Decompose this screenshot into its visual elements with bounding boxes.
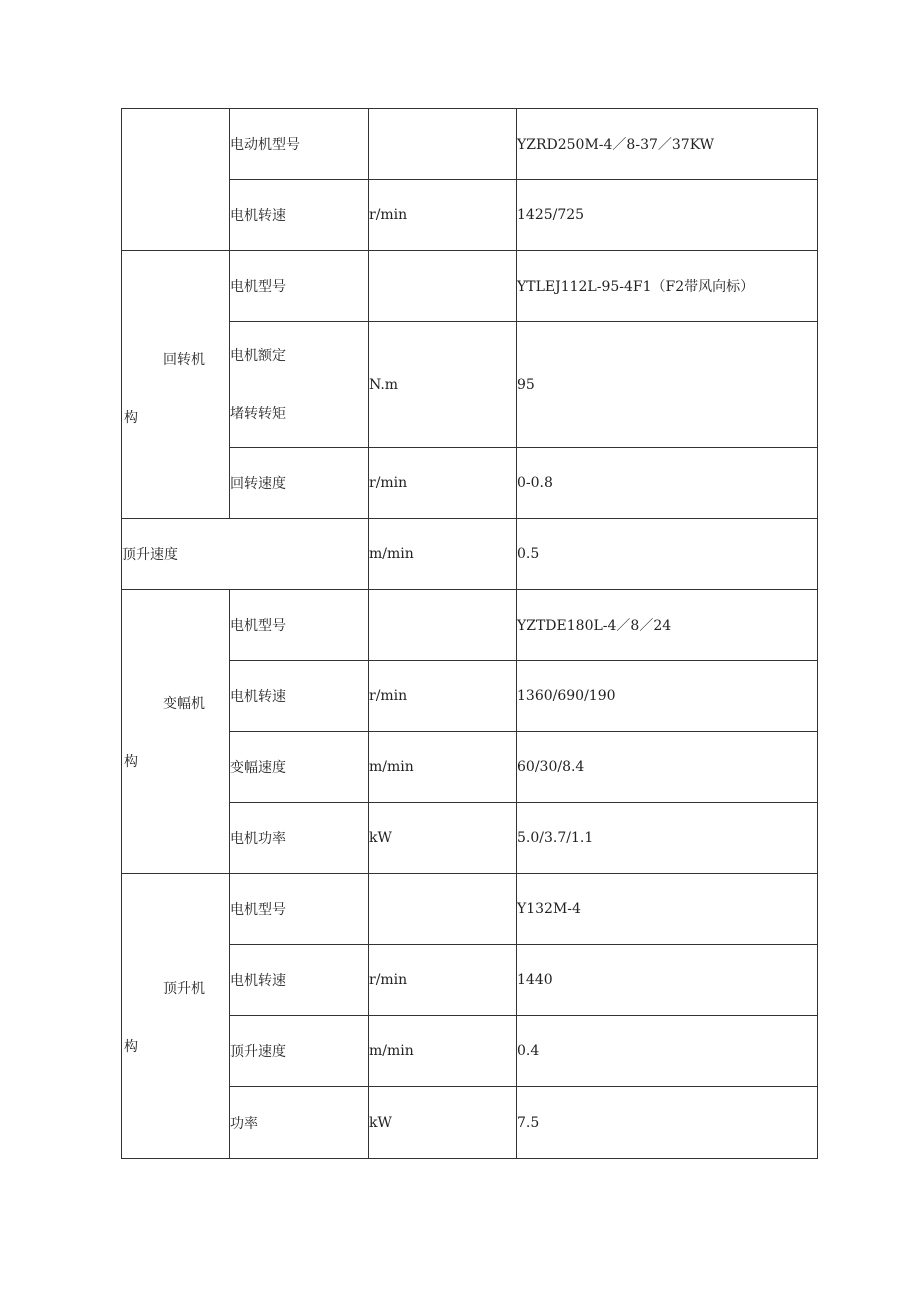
section-label-line1: 变幅机: [163, 696, 205, 712]
section-label-line1: 回转机: [163, 352, 205, 368]
unit-cell: m/min: [369, 732, 517, 803]
value-cell: 1425/725: [517, 180, 818, 251]
value-cell: YTLEJ112L-95-4F1（F2带风向标）: [517, 251, 818, 322]
item-cell: 顶升速度: [230, 1016, 369, 1087]
item-cell: 电机型号: [230, 590, 369, 661]
item-cell: 功率: [230, 1087, 369, 1159]
value-cell: 5.0/3.7/1.1: [517, 803, 818, 874]
item-cell: 顶升速度: [122, 519, 369, 590]
value-cell: 7.5: [517, 1087, 818, 1159]
value-cell: 60/30/8.4: [517, 732, 818, 803]
section-cell-slewing: [122, 251, 230, 519]
unit-cell: r/min: [369, 945, 517, 1016]
value-cell: 0.5: [517, 519, 818, 590]
item-cell: 电动机型号: [230, 109, 369, 180]
item-cell: 电机转速: [230, 661, 369, 732]
unit-cell: m/min: [369, 1016, 517, 1087]
value-cell: 1440: [517, 945, 818, 1016]
item-cell: 电机转速: [230, 945, 369, 1016]
item-cell: 电机型号: [230, 874, 369, 945]
item-cell: 回转速度: [230, 448, 369, 519]
item-line1: 电机额定: [230, 347, 286, 364]
unit-cell: m/min: [369, 519, 517, 590]
table-row: [122, 874, 818, 945]
item-cell: 电机转速: [230, 180, 369, 251]
item-cell: [230, 322, 369, 448]
section-label-line2: 构: [124, 754, 138, 770]
value-cell: 0.4: [517, 1016, 818, 1087]
unit-cell: kW: [369, 1087, 517, 1159]
section-cell-climbing: [122, 874, 230, 1159]
value-cell: 95: [517, 322, 818, 448]
value-cell: YZRD250M-4／8-37／37KW: [517, 109, 818, 180]
item-cell: 电机型号: [230, 251, 369, 322]
unit-cell: [369, 109, 517, 180]
section-label-line1: 顶升机: [163, 981, 205, 997]
section-label-line2: 构: [124, 410, 138, 426]
unit-cell: r/min: [369, 180, 517, 251]
value-cell: 0-0.8: [517, 448, 818, 519]
table-row: [122, 251, 818, 322]
unit-cell: r/min: [369, 448, 517, 519]
table-row: [122, 519, 818, 590]
table-row: [122, 590, 818, 661]
section-label-line2: 构: [124, 1039, 138, 1055]
value-cell: 1360/690/190: [517, 661, 818, 732]
spec-table: [121, 108, 818, 1159]
unit-cell: kW: [369, 803, 517, 874]
item-cell: 变幅速度: [230, 732, 369, 803]
value-cell: YZTDE180L-4／8／24: [517, 590, 818, 661]
item-cell: 电机功率: [230, 803, 369, 874]
value-cell: Y132M-4: [517, 874, 818, 945]
unit-cell: N.m: [369, 322, 517, 448]
section-cell-luffing: [122, 590, 230, 874]
unit-cell: [369, 590, 517, 661]
unit-cell: [369, 251, 517, 322]
unit-cell: [369, 874, 517, 945]
item-line2: 堵转转矩: [230, 405, 286, 422]
table-row: [122, 109, 818, 180]
section-cell-empty: [122, 109, 230, 251]
unit-cell: r/min: [369, 661, 517, 732]
